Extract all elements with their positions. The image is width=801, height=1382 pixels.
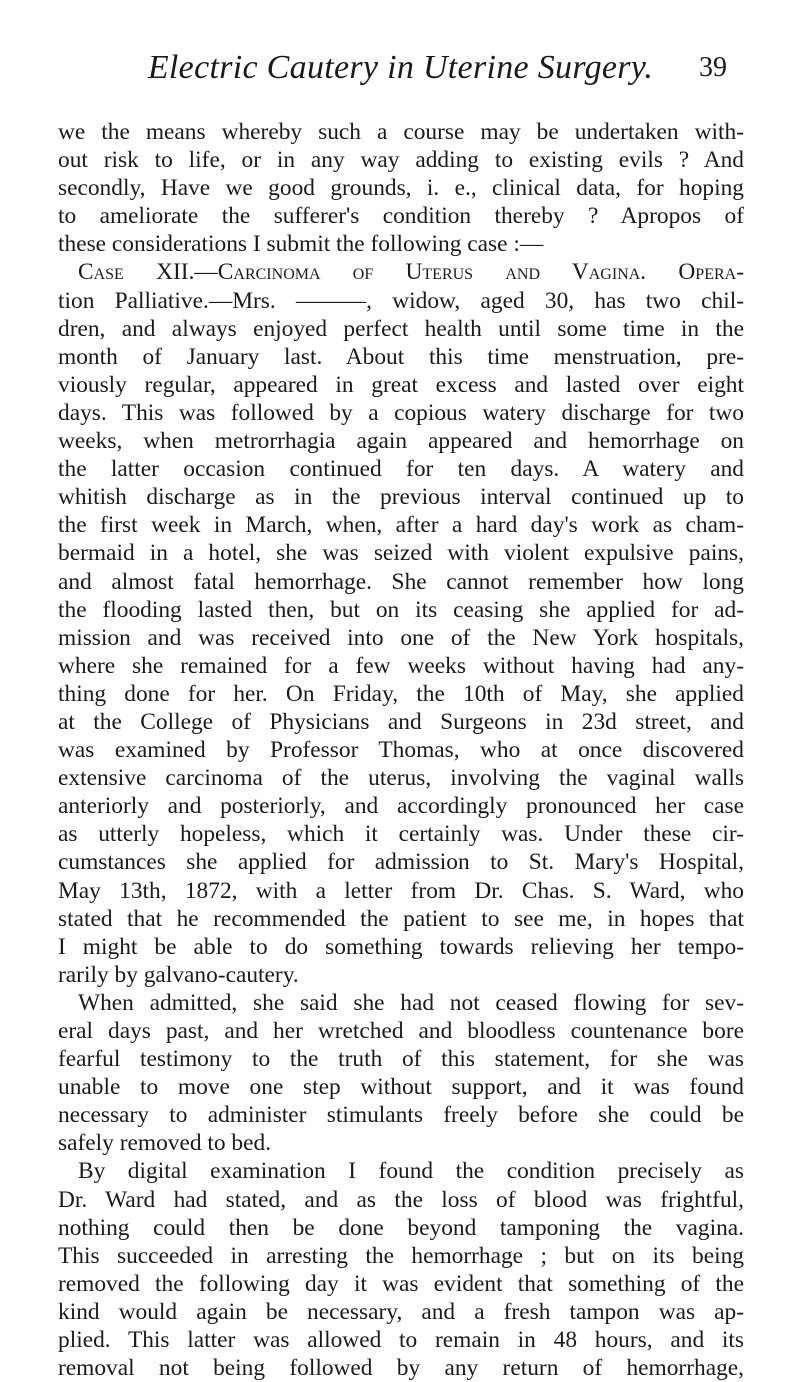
text-line: was examined by Professor Thomas, who at once discovered bbox=[58, 737, 744, 764]
text-line: safely removed to bed. bbox=[58, 1130, 272, 1157]
text-line: fearful testimony to the truth of this statement, for she was bbox=[58, 1046, 744, 1073]
text-line: This succeeded in arresting the hemorrhage ; but on its being bbox=[58, 1242, 744, 1269]
text-line: anteriorly and posteriorly, and accordingly pronounced her case bbox=[58, 793, 744, 820]
text-line: whitish discharge as in the previous interval continued up to bbox=[58, 484, 744, 511]
text-line: these considerations I submit the following case :— bbox=[58, 231, 544, 258]
text-line: and almost fatal hemorrhage. She cannot remember how long bbox=[58, 568, 744, 595]
text-line: cumstances she applied for admission to St. Mary's Hospital, bbox=[58, 849, 744, 876]
running-title: Electric Cautery in Uterine Surgery. bbox=[147, 49, 654, 86]
text-line: necessary to administer stimulants freely before she could be bbox=[58, 1102, 744, 1129]
page-number: 39 bbox=[699, 52, 727, 83]
text-line: days. This was followed by a copious watery discharge for two bbox=[58, 399, 744, 426]
text-line: extensive carcinoma of the uterus, involving the vaginal walls bbox=[58, 765, 744, 792]
text-line: we the means whereby such a course may be undertaken with- bbox=[58, 119, 744, 145]
text-line: the latter occasion continued for ten days. A watery and bbox=[58, 456, 744, 483]
body-text bbox=[58, 118, 744, 1382]
text-line: weeks, when metrorrhagia again appeared and hemorrhage on bbox=[58, 428, 744, 455]
text-line: When admitted, she said she had not ceased flowing for sev- bbox=[78, 989, 744, 1016]
text-line: at the College of Physicians and Surgeons in 23d street, and bbox=[58, 708, 744, 735]
text-line: By digital examination I found the condition precisely as bbox=[78, 1158, 744, 1185]
text-line: viously regular, appeared in great excess and lasted over eight bbox=[58, 371, 744, 398]
text-line: where she remained for a few weeks without having had any- bbox=[58, 652, 744, 679]
text-line: secondly, Have we good grounds, i. e., clinical data, for hoping bbox=[58, 175, 744, 202]
text-line: removal not being followed by any return of hemorrhage, bbox=[58, 1355, 744, 1382]
text-line: thing done for her. On Friday, the 10th of May, she applied bbox=[58, 680, 744, 707]
text-line: removed the following day it was evident that something of the bbox=[58, 1270, 744, 1297]
text-line: Case XII.—Carcinoma of Uterus and Vagina. Opera- bbox=[78, 259, 744, 286]
text-line: I might be able to do something towards relieving her tempo- bbox=[58, 933, 744, 960]
text-line: mission and was received into one of the New York hospitals, bbox=[58, 624, 744, 651]
text-line: Dr. Ward had stated, and as the loss of blood was frightful, bbox=[58, 1186, 744, 1213]
text-line: dren, and always enjoyed perfect health until some time in the bbox=[58, 315, 744, 342]
text-line: bermaid in a hotel, she was seized with violent expulsive pains, bbox=[58, 540, 744, 567]
running-head bbox=[0, 48, 801, 88]
text-line: the first week in March, when, after a hard day's work as cham- bbox=[58, 512, 744, 539]
text-line: unable to move one step without support, and it was found bbox=[58, 1074, 744, 1101]
text-line: eral days past, and her wretched and bloodless countenance bore bbox=[58, 1018, 744, 1044]
text-line: stated that he recommended the patient to see me, in hopes that bbox=[58, 905, 744, 932]
text-line: month of January last. About this time menstruation, pre- bbox=[58, 343, 744, 370]
text-line: nothing could then be done beyond tamponing the vagina. bbox=[58, 1214, 744, 1241]
text-line: the flooding lasted then, but on its ceasing she applied for ad- bbox=[58, 596, 744, 623]
text-line: kind would again be necessary, and a fresh tampon was ap- bbox=[58, 1298, 744, 1325]
text-line: out risk to life, or in any way adding to existing evils ? And bbox=[58, 147, 744, 174]
text-line: to ameliorate the sufferer's condition thereby ? Apropos of bbox=[58, 203, 744, 230]
text-line: rarily by galvano-cautery. bbox=[58, 961, 299, 988]
text-line: as utterly hopeless, which it certainly was. Under these cir- bbox=[58, 821, 744, 848]
text-line: tion Palliative.—Mrs. ———, widow, aged 30, has two chil- bbox=[58, 287, 744, 314]
text-line: plied. This latter was allowed to remain in 48 hours, and its bbox=[58, 1327, 744, 1354]
text-line: May 13th, 1872, with a letter from Dr. Chas. S. Ward, who bbox=[58, 877, 744, 904]
